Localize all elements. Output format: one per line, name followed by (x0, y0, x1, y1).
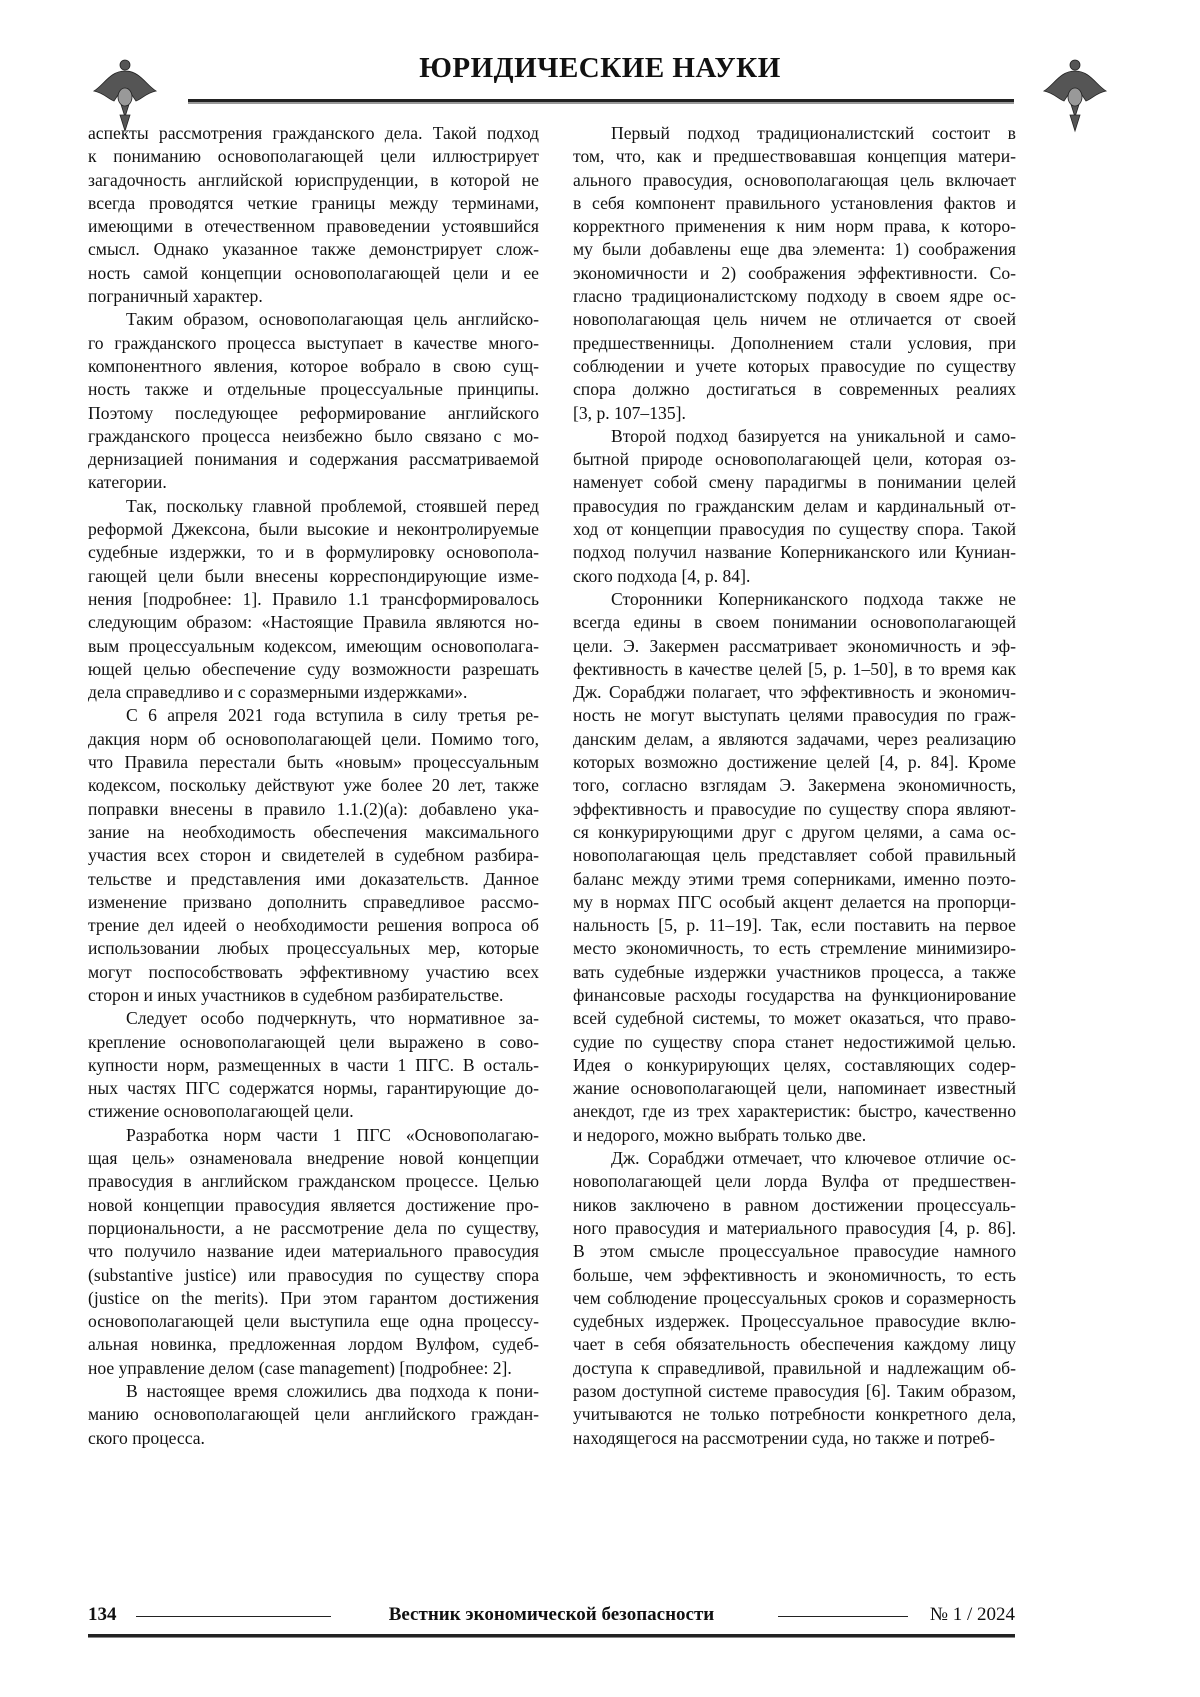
text-line: которых возможно достижение целей [4, p. 84]. Кроме (573, 751, 1016, 774)
text-line: щая цель» ознаменовала внедрение новой концепции (88, 1147, 539, 1170)
text-line: могут поспособствовать эффективному участию всех (88, 961, 539, 984)
text-line: кодексом, поскольку действуют уже более 20 лет, также (88, 774, 539, 797)
text-line: С 6 апреля 2021 года вступила в силу третья ре- (88, 704, 539, 727)
right-column (573, 122, 1016, 1450)
text-line: му в нормах ПГС особый акцент делается на пропорци- (573, 891, 1016, 914)
text-line: гласно традиционалистскому подходу в своем ядре ос- (573, 285, 1016, 308)
text-line: Идея о конкурирующих целях, составляющих содер- (573, 1054, 1016, 1077)
text-line: ского процесса. (88, 1427, 539, 1450)
text-line: анекдот, где из трех характеристик: быстро, качественно (573, 1100, 1016, 1123)
text-line: данским делам, а являются задачами, через реализацию (573, 728, 1016, 751)
text-line: ного правосудия и материального правосудия [4, p. 86]. (573, 1217, 1016, 1240)
text-line: дела справедливо и с соразмерными издержками». (88, 681, 539, 704)
text-line: новополагающей цели лорда Вулфа от предшествен- (573, 1170, 1016, 1193)
text-line: пограничный характер. (88, 285, 539, 308)
text-line: вым процессуальным кодексом, имеющим основополага- (88, 635, 539, 658)
text-line: Сторонники Коперниканского подхода также не (573, 588, 1016, 611)
footer-rule (88, 1634, 1015, 1638)
text-line: в себя компонент правильного установления фактов и (573, 192, 1016, 215)
paragraph (88, 704, 539, 1007)
text-line: имеющими в отечественном правоведении устоявшийся (88, 215, 539, 238)
text-line: гражданского процесса неизбежно было связано с мо- (88, 425, 539, 448)
text-line: том, что, как и предшествовавшая концепция матери- (573, 145, 1016, 168)
paragraph (88, 1380, 539, 1450)
text-line: сторон и иных участников в судебном разбирательстве. (88, 984, 539, 1007)
text-line: Дж. Сорабджи полагает, что эффективность и экономич- (573, 681, 1016, 704)
text-line: Таким образом, основополагающая цель английско- (88, 308, 539, 331)
text-line: использовании любых процессуальных мер, которые (88, 937, 539, 960)
text-line: всей судебной системы, то может оказаться, что право- (573, 1007, 1016, 1030)
text-line: ность самой концепции основополагающей цели и ее (88, 262, 539, 285)
text-line: дернизацией понимания и содержания рассматриваемой (88, 448, 539, 471)
text-line: цели. Э. Закермен рассматривает экономичность и эф- (573, 635, 1016, 658)
text-line: купности норм, размещенных в части 1 ПГС. В осталь- (88, 1054, 539, 1077)
text-line: порциональности, а не рассмотрение дела по существу, (88, 1217, 539, 1240)
text-line: ход от концепции правосудия по существу спора. Такой (573, 518, 1016, 541)
text-line: (substantive justice) или правосудия по существу спора (88, 1264, 539, 1287)
text-line: Дж. Сорабджи отмечает, что ключевое отличие ос- (573, 1147, 1016, 1170)
text-line: ского подхода [4, p. 84]. (573, 565, 1016, 588)
text-line: нения [подробнее: 1]. Правило 1.1 трансформировалось (88, 588, 539, 611)
text-line: учитываются не только потребности конкретного дела, (573, 1403, 1016, 1426)
text-line: судебных издержек. Процессуальное правосудие вклю- (573, 1310, 1016, 1333)
left-column (88, 122, 539, 1450)
text-line: ального правосудия, основополагающая цель включает (573, 169, 1016, 192)
text-line: поправки внесены в правило 1.1.(2)(a): добавлено ука- (88, 798, 539, 821)
text-line: Второй подход базируется на уникальной и само- (573, 425, 1016, 448)
text-line: подход получил название Коперниканского или Куниан- (573, 541, 1016, 564)
text-line: жание основополагающей цели, напоминает известный (573, 1077, 1016, 1100)
footer-divider (778, 1616, 908, 1617)
text-line: смысл. Однако указанное также демонстрирует слож- (88, 238, 539, 261)
paragraph (88, 1124, 539, 1380)
paragraph (88, 122, 539, 308)
text-line: ность не могут выступать целями правосудия по граж- (573, 704, 1016, 727)
text-line: финансовые расходы государства на функционирование (573, 984, 1016, 1007)
text-line: судебные издержки, то и в формулировку основопола- (88, 541, 539, 564)
paragraph (88, 1007, 539, 1123)
text-line: му были добавлены еще два элемента: 1) соображения (573, 238, 1016, 261)
paragraph (573, 122, 1016, 425)
text-line: Разработка норм части 1 ПГС «Основополагаю- (88, 1124, 539, 1147)
text-line: крепление основополагающей цели выражено в сово- (88, 1031, 539, 1054)
text-line: всегда проводятся четкие границы между терминами, (88, 192, 539, 215)
text-line: больше, чем эффективность и экономичность, то есть (573, 1264, 1016, 1287)
text-line: реформой Джексона, были высокие и неконтролируемые (88, 518, 539, 541)
text-line: трение дел идеей о необходимости решения вопроса об (88, 914, 539, 937)
paragraph (88, 308, 539, 494)
page-number: 134 (88, 1604, 117, 1626)
text-line: ность также и отдельные процессуальные принципы. (88, 378, 539, 401)
text-line: новополагающая цель представляет собой правильный (573, 844, 1016, 867)
text-line: доступа к справедливой, правильной и надлежащим об- (573, 1357, 1016, 1380)
issue-number: № 1 / 2024 (930, 1604, 1015, 1626)
text-line: Следует особо подчеркнуть, что нормативное за- (88, 1007, 539, 1030)
text-line: основополагающей цели выступила еще одна процессу- (88, 1310, 539, 1333)
text-line: Так, поскольку главной проблемой, стоявшей перед (88, 495, 539, 518)
text-line: правосудия в английском гражданском процессе. Целью (88, 1170, 539, 1193)
header-divider (188, 99, 1014, 104)
text-line: манию основополагающей цели английского граждан- (88, 1403, 539, 1426)
text-line: того, согласно взглядам Э. Закермена экономичность, (573, 774, 1016, 797)
text-line: предшественницы. Дополнением стали условия, при (573, 332, 1016, 355)
text-line: спора должно достигаться в современных реалиях (573, 378, 1016, 401)
text-line: экономичности и 2) соображения эффективности. Со- (573, 262, 1016, 285)
text-line: новой концепции правосудия является достижение про- (88, 1194, 539, 1217)
paragraph (573, 588, 1016, 1147)
text-line: ников заключено в равном достижении процессуаль- (573, 1194, 1016, 1217)
section-title: ЮРИДИЧЕСКИЕ НАУКИ (0, 52, 1200, 85)
text-line: новополагающая цель ничем не отличается от своей (573, 308, 1016, 331)
text-line: фективность в качестве целей [5, p. 1–50], в то время как (573, 658, 1016, 681)
text-line: корректного применения к ним норм права, к которо- (573, 215, 1016, 238)
text-line: разом доступной системе правосудия [6]. Таким образом, (573, 1380, 1016, 1403)
text-line: ных частях ПГС содержатся нормы, гарантирующие до- (88, 1077, 539, 1100)
text-line: тельстве и представления ими доказательств. Данное (88, 868, 539, 891)
text-line: го гражданского процесса выступает в качестве много- (88, 332, 539, 355)
text-line: аспекты рассмотрения гражданского дела. Такой подход (88, 122, 539, 145)
text-line: стижение основополагающей цели. (88, 1100, 539, 1123)
text-line: (justice on the merits). При этом гарантом достижения (88, 1287, 539, 1310)
paragraph (573, 425, 1016, 588)
text-line: компонентного явления, которое вобрало в свою сущ- (88, 355, 539, 378)
text-line: [3, p. 107–135]. (573, 402, 1016, 425)
text-line: гающей цели были внесены корреспондирующие изме- (88, 565, 539, 588)
text-line: чем соблюдение процессуальных сроков и соразмерность (573, 1287, 1016, 1310)
text-line: что Правила перестали быть «новым» процессуальным (88, 751, 539, 774)
text-line: участия всех сторон и свидетелей в судебном разбира- (88, 844, 539, 867)
text-line: к пониманию основополагающей цели иллюстрирует (88, 145, 539, 168)
text-line: всегда едины в своем понимании основополагающей (573, 611, 1016, 634)
text-line: баланс между этими тремя соперниками, именно поэто- (573, 868, 1016, 891)
text-line: и недорого, можно выбрать только две. (573, 1124, 1016, 1147)
text-line: вать судебные издержки участников процесса, а также (573, 961, 1016, 984)
text-line: эффективность и правосудие по существу спора являют- (573, 798, 1016, 821)
text-line: находящегося на рассмотрении суда, но также и потреб- (573, 1427, 1016, 1450)
text-line: В этом смысле процессуальное правосудие намного (573, 1240, 1016, 1263)
text-line: изменение призвано дополнить справедливое рассмо- (88, 891, 539, 914)
paragraph (573, 1147, 1016, 1450)
paragraph (88, 495, 539, 705)
page-footer (88, 1604, 1015, 1630)
text-line: зание на необходимость обеспечения максимального (88, 821, 539, 844)
journal-name: Вестник экономической безопасности (88, 1604, 1015, 1626)
text-line: ное управление делом (case management) [подробнее: 2]. (88, 1357, 539, 1380)
text-line: нальность [5, p. 11–19]. Так, если поставить на первое (573, 914, 1016, 937)
text-line: Поэтому последующее реформирование английского (88, 402, 539, 425)
text-line: место экономичность, то есть стремление минимизиро- (573, 937, 1016, 960)
text-line: ся конкурирующими друг с другом целями, а сама ос- (573, 821, 1016, 844)
text-line: загадочность английской юриспруденции, в которой не (88, 169, 539, 192)
text-line: соблюдении и учете которых правосудие по существу (573, 355, 1016, 378)
text-line: судие по существу спора станет недостижимой целью. (573, 1031, 1016, 1054)
text-line: дакция норм об основополагающей цели. Помимо того, (88, 728, 539, 751)
text-line: что получило название идеи материального правосудия (88, 1240, 539, 1263)
text-line: ющей целью обеспечение суду возможности разрешать (88, 658, 539, 681)
text-line: чает в себя обязательность обеспечения каждому лицу (573, 1333, 1016, 1356)
text-line: наменует собой смену парадигмы в понимании целей (573, 471, 1016, 494)
text-line: правосудия по гражданским делам и кардинальный от- (573, 495, 1016, 518)
text-line: альная новинка, предложенная лордом Вулфом, судеб- (88, 1333, 539, 1356)
text-line: В настоящее время сложились два подхода к пони- (88, 1380, 539, 1403)
text-line: категории. (88, 471, 539, 494)
text-line: следующим образом: «Настоящие Правила являются но- (88, 611, 539, 634)
text-line: Первый подход традиционалистский состоит в (573, 122, 1016, 145)
text-line: бытной природе основополагающей цели, которая оз- (573, 448, 1016, 471)
